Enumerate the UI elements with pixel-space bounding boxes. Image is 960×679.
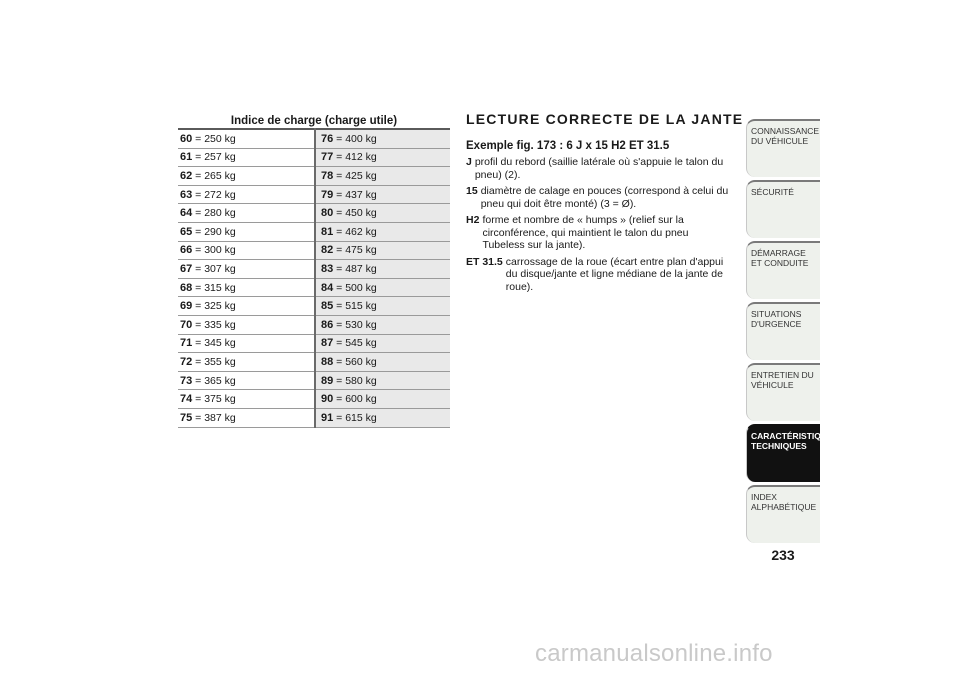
load-value: = 515 kg xyxy=(336,300,377,313)
load-value: = 315 kg xyxy=(195,281,236,294)
load-value: = 580 kg xyxy=(336,374,377,387)
rim-code-description: profil du rebord (saillie latérale où s'appuie le talon du pneu) (2). xyxy=(474,156,724,181)
load-cell-right xyxy=(315,390,450,409)
load-index: 68 xyxy=(180,281,193,294)
load-index: 69 xyxy=(180,300,193,313)
load-value: = 450 kg xyxy=(336,207,377,220)
load-cell-left xyxy=(178,353,315,372)
load-index: 91 xyxy=(321,411,334,424)
load-index-table xyxy=(178,128,450,428)
load-index: 64 xyxy=(180,207,193,220)
load-value: = 272 kg xyxy=(195,188,236,201)
load-index: 66 xyxy=(180,244,193,257)
page-number: 233 xyxy=(771,547,795,563)
watermark-text: carmanualsonline.info xyxy=(535,640,773,667)
load-cell-right xyxy=(315,129,450,148)
table-row xyxy=(178,167,450,186)
load-index: 89 xyxy=(321,374,334,387)
rim-definition xyxy=(466,185,731,210)
load-index: 67 xyxy=(180,262,193,275)
nav-tab-4[interactable]: SITUATIONS D'URGENCE xyxy=(746,302,820,360)
section-title: LECTURE CORRECTE DE LA JANTE xyxy=(466,111,744,127)
table-row xyxy=(178,371,450,390)
load-index: 65 xyxy=(180,225,193,238)
table-row xyxy=(178,297,450,316)
load-index: 72 xyxy=(180,355,193,368)
load-index: 83 xyxy=(321,262,334,275)
load-index-table-title: Indice de charge (charge utile) xyxy=(230,115,398,127)
nav-tab-1[interactable]: CONNAISSANCE DU VÉHICULE xyxy=(746,119,820,177)
nav-tab-6[interactable]: CARACTÉRISTIQUES TECHNIQUES xyxy=(746,424,820,482)
table-row xyxy=(178,185,450,204)
rim-definition xyxy=(466,256,731,294)
load-value: = 365 kg xyxy=(195,374,236,387)
load-value: = 530 kg xyxy=(336,318,377,331)
load-index: 80 xyxy=(321,207,334,220)
load-value: = 300 kg xyxy=(195,244,236,257)
load-cell-left xyxy=(178,185,315,204)
rim-definition xyxy=(466,156,731,181)
load-index: 74 xyxy=(180,393,193,406)
table-row xyxy=(178,390,450,409)
load-cell-right xyxy=(315,185,450,204)
load-index: 87 xyxy=(321,337,334,350)
load-cell-right xyxy=(315,353,450,372)
load-value: = 250 kg xyxy=(195,132,236,145)
load-index: 88 xyxy=(321,355,334,368)
load-value: = 375 kg xyxy=(195,393,236,406)
load-cell-left xyxy=(178,167,315,186)
load-index: 62 xyxy=(180,169,193,182)
rim-definition xyxy=(466,214,731,252)
load-value: = 290 kg xyxy=(195,225,236,238)
load-value: = 615 kg xyxy=(336,411,377,424)
load-value: = 265 kg xyxy=(195,169,236,182)
load-value: = 335 kg xyxy=(195,318,236,331)
table-row xyxy=(178,260,450,279)
load-value: = 487 kg xyxy=(336,262,377,275)
load-index: 75 xyxy=(180,411,193,424)
load-value: = 560 kg xyxy=(336,355,377,368)
load-value: = 387 kg xyxy=(195,411,236,424)
load-value: = 280 kg xyxy=(195,207,236,220)
load-cell-left xyxy=(178,204,315,223)
table-row xyxy=(178,334,450,353)
load-value: = 437 kg xyxy=(336,188,377,201)
load-index: 63 xyxy=(180,188,193,201)
nav-tab-3[interactable]: DÉMARRAGE ET CONDUITE xyxy=(746,241,820,299)
nav-tab-5[interactable]: ENTRETIEN DU VÉHICULE xyxy=(746,363,820,421)
load-cell-left xyxy=(178,278,315,297)
load-index: 85 xyxy=(321,300,334,313)
load-cell-left xyxy=(178,315,315,334)
load-cell-left xyxy=(178,129,315,148)
load-cell-left xyxy=(178,390,315,409)
load-value: = 325 kg xyxy=(195,300,236,313)
load-index: 81 xyxy=(321,225,334,238)
load-cell-right xyxy=(315,408,450,427)
load-value: = 500 kg xyxy=(336,281,377,294)
load-value: = 462 kg xyxy=(336,225,377,238)
load-value: = 600 kg xyxy=(336,393,377,406)
load-cell-right xyxy=(315,297,450,316)
load-cell-right xyxy=(315,278,450,297)
load-value: = 475 kg xyxy=(336,244,377,257)
rim-code-description: carrossage de la roue (écart entre plan d'appui du disque/jante et ligne médiane de la jante de roue). xyxy=(505,255,724,293)
load-index: 70 xyxy=(180,318,193,331)
load-value: = 412 kg xyxy=(336,151,377,164)
table-row xyxy=(178,241,450,260)
load-cell-right xyxy=(315,204,450,223)
table-row xyxy=(178,129,450,148)
rim-code-description: diamètre de calage en pouces (correspond à celui du pneu qui doit être monté) (3 = Ø). xyxy=(480,185,729,210)
table-row xyxy=(178,278,450,297)
table-row xyxy=(178,204,450,223)
load-cell-right xyxy=(315,371,450,390)
rim-code: ET 31.5 xyxy=(466,255,503,268)
load-cell-left xyxy=(178,260,315,279)
table-row xyxy=(178,222,450,241)
load-index: 60 xyxy=(180,132,193,145)
table-row xyxy=(178,353,450,372)
load-cell-left xyxy=(178,334,315,353)
nav-tab-2[interactable]: SÉCURITÉ xyxy=(746,180,820,238)
rim-code-description: forme et nombre de « humps » (relief sur la circonférence, qui maintient le talon du pneu Tubeless sur la jante). xyxy=(482,214,689,251)
load-index: 82 xyxy=(321,244,334,257)
load-index: 79 xyxy=(321,188,334,201)
load-value: = 257 kg xyxy=(195,151,236,164)
table-row xyxy=(178,315,450,334)
load-index: 73 xyxy=(180,374,193,387)
rim-definitions-list xyxy=(466,156,731,297)
load-cell-right xyxy=(315,260,450,279)
load-cell-left xyxy=(178,222,315,241)
table-row xyxy=(178,408,450,427)
load-index: 77 xyxy=(321,151,334,164)
load-cell-right xyxy=(315,334,450,353)
rim-code: H2 xyxy=(466,214,480,226)
rim-code: J xyxy=(466,156,472,168)
load-value: = 425 kg xyxy=(336,169,377,182)
load-cell-right xyxy=(315,241,450,260)
load-cell-left xyxy=(178,297,315,316)
example-heading: Exemple fig. 173 : 6 J x 15 H2 ET 31.5 xyxy=(466,140,670,152)
load-index: 84 xyxy=(321,281,334,294)
load-value: = 307 kg xyxy=(195,262,236,275)
load-index: 78 xyxy=(321,169,334,182)
load-value: = 355 kg xyxy=(195,355,236,368)
table-row xyxy=(178,148,450,167)
load-index: 76 xyxy=(321,132,334,145)
load-value: = 545 kg xyxy=(336,337,377,350)
load-index-table-body xyxy=(178,129,450,427)
load-index: 71 xyxy=(180,337,193,350)
load-index: 90 xyxy=(321,393,334,406)
load-cell-right xyxy=(315,167,450,186)
load-cell-right xyxy=(315,148,450,167)
chapter-tabs xyxy=(746,119,839,546)
load-cell-right xyxy=(315,222,450,241)
load-cell-left xyxy=(178,371,315,390)
load-index: 86 xyxy=(321,318,334,331)
load-value: = 345 kg xyxy=(195,337,236,350)
load-index: 61 xyxy=(180,151,193,164)
load-value: = 400 kg xyxy=(336,132,377,145)
load-cell-left xyxy=(178,148,315,167)
nav-tab-7[interactable]: INDEX ALPHABÉTIQUE xyxy=(746,485,820,543)
load-cell-left xyxy=(178,241,315,260)
rim-code: 15 xyxy=(466,185,478,197)
load-cell-left xyxy=(178,408,315,427)
load-cell-right xyxy=(315,315,450,334)
